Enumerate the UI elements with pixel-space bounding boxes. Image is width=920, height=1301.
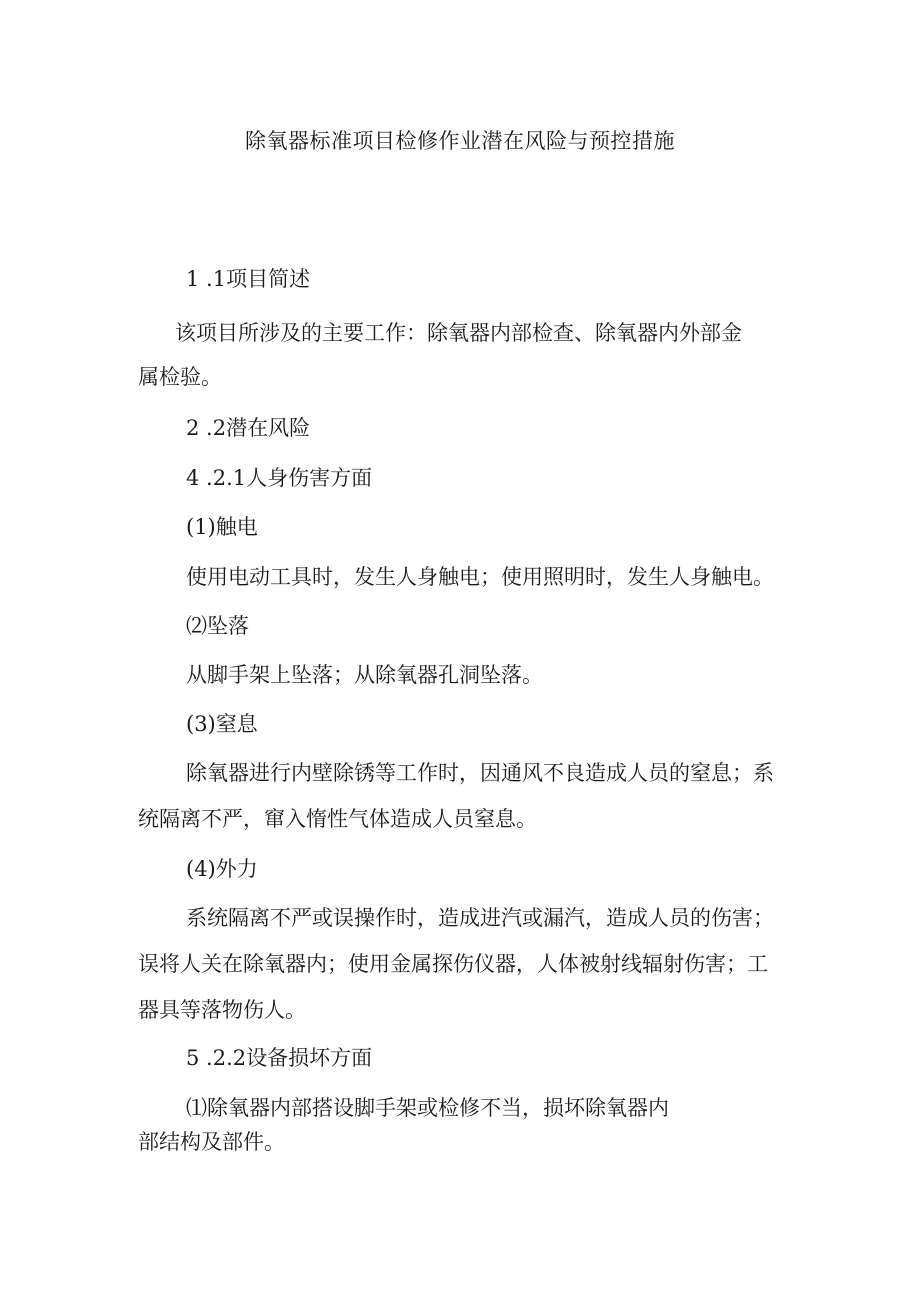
paragraph-line: 器具等落物伤人。 xyxy=(138,998,306,1022)
paragraph-line: 该项目所涉及的主要工作：除氧器内部检查、除氧器内外部金 xyxy=(175,321,742,345)
paragraph-line: 系统隔离不严或误操作时，造成进汽或漏汽，造成人员的伤害； xyxy=(186,906,774,930)
item-heading-electric-shock: (1)触电 xyxy=(186,515,258,539)
paragraph-line: 统隔离不严，窜入惰性气体造成人员窒息。 xyxy=(138,807,537,831)
paragraph-line: 从脚手架上坠落；从除氧器孔洞坠落。 xyxy=(186,663,543,687)
paragraph-line: 属检验。 xyxy=(138,365,222,389)
section-heading-2-2-2: 5 .2.2设备损坏方面 xyxy=(186,1046,373,1070)
paragraph-line: 除氧器进行内壁除锈等工作时，因通风不良造成人员的窒息；系 xyxy=(186,761,774,785)
paragraph-line: 部结构及部件。 xyxy=(138,1130,285,1154)
paragraph-line: ⑴除氧器内部搭设脚手架或检修不当，损坏除氧器内 xyxy=(186,1096,669,1120)
section-heading-1-1: 1 .1项目简述 xyxy=(186,267,311,291)
document-title: 除氧器标准项目检修作业潜在风险与预控措施 xyxy=(245,129,675,153)
item-heading-suffocation: (3)窒息 xyxy=(186,712,258,736)
item-heading-fall: ⑵坠落 xyxy=(186,614,249,638)
item-heading-external-force: (4)外力 xyxy=(186,857,258,881)
paragraph-line: 使用电动工具时，发生人身触电；使用照明时，发生人身触电。 xyxy=(186,565,774,589)
section-heading-2-2-1: 4 .2.1人身伤害方面 xyxy=(186,466,373,490)
paragraph-line: 误将人关在除氧器内；使用金属探伤仪器，人体被射线辐射伤害；工 xyxy=(138,952,768,976)
section-heading-2-2: 2 .2潜在风险 xyxy=(186,416,311,440)
